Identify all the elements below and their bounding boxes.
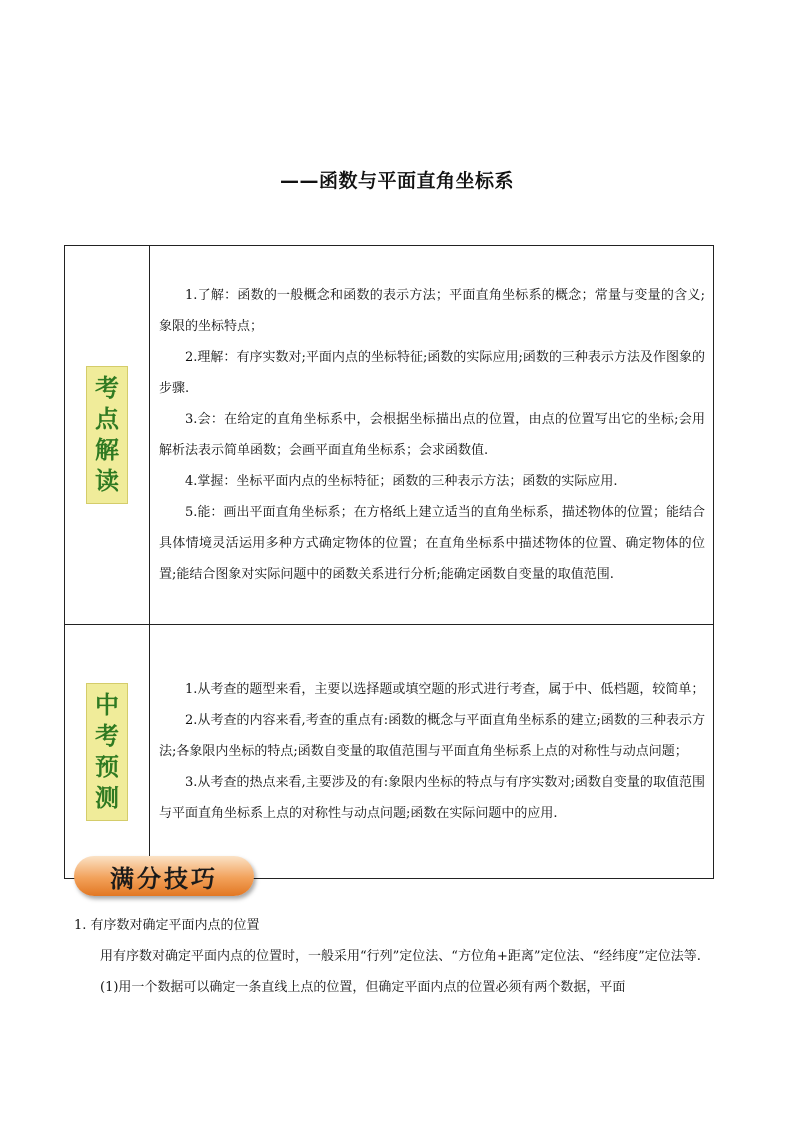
content-paragraph: 3.从考查的热点来看,主要涉及的有:象限内坐标的特点与有序实数对;函数自变量的取值范围与平面直角坐标系上点的对称性与动点问题;函数在实际问题中的应用. [159, 775, 705, 821]
label-char: 预 [95, 752, 119, 781]
content-paragraph: 1.了解：函数的一般概念和函数的表示方法；平面直角坐标系的概念；常量与变量的含义;象限的坐标特点； [159, 288, 705, 334]
label-char: 测 [95, 783, 119, 812]
exam-points-label [86, 366, 128, 504]
exam-forecast-label [86, 683, 128, 821]
label-char: 解 [95, 436, 119, 464]
content-paragraph: 4.掌握：坐标平面内点的坐标特征；函数的三种表示方法；函数的实际应用. [185, 474, 618, 489]
table-row [65, 625, 714, 879]
body-paragraph: 用有序数对确定平面内点的位置时，一般采用“行列”定位法、“方位角+距离”定位法、“经纬度”定位法等. [100, 949, 701, 964]
table-row [65, 246, 714, 625]
label-char: 考 [95, 374, 119, 402]
content-paragraph: 2.理解：有序实数对;平面内点的坐标特征;函数的实际应用;函数的三种表示方法及作图象的步骤. [159, 350, 705, 396]
row-label-cell [65, 246, 150, 625]
label-char: 考 [95, 721, 119, 750]
tips-section [74, 910, 722, 1003]
banner-label: 满分技巧 [110, 864, 218, 893]
row-content-cell [150, 246, 714, 625]
label-char: 点 [95, 405, 119, 433]
label-char: 读 [95, 467, 119, 495]
body-paragraph: (1)用一个数据可以确定一条直线上点的位置，但确定平面内点的位置必须有两个数据，平面 [100, 980, 626, 995]
section-heading: 1. 有序数对确定平面内点的位置 [74, 918, 260, 933]
content-paragraph: 5.能：画出平面直角坐标系；在方格纸上建立适当的直角坐标系，描述物体的位置；能结合具体情境灵活运用多种方式确定物体的位置；在直角坐标系中描述物体的位置、确定物体的位置;能结合图象对实际问题中的函数关系进行分析;能确定函数自变量的取值范围. [159, 505, 705, 582]
row-content-cell [150, 625, 714, 879]
label-char: 中 [95, 690, 119, 719]
full-score-tips-banner [74, 856, 254, 896]
exam-overview-table [64, 245, 714, 879]
content-paragraph: 1.从考查的题型来看，主要以选择题或填空题的形式进行考查，属于中、低档题，较简单； [185, 682, 705, 697]
content-paragraph: 2.从考查的内容来看,考查的重点有:函数的概念与平面直角坐标系的建立;函数的三种表示方法;各象限内坐标的特点;函数自变量的取值范围与平面直角坐标系上点的对称性与动点问题； [159, 713, 705, 759]
content-paragraph: 3.会：在给定的直角坐标系中，会根据坐标描出点的位置，由点的位置写出它的坐标;会用解析法表示简单函数；会画平面直角坐标系；会求函数值. [159, 412, 705, 458]
row-label-cell [65, 625, 150, 879]
page-title: ——函数与平面直角坐标系 [279, 170, 514, 192]
